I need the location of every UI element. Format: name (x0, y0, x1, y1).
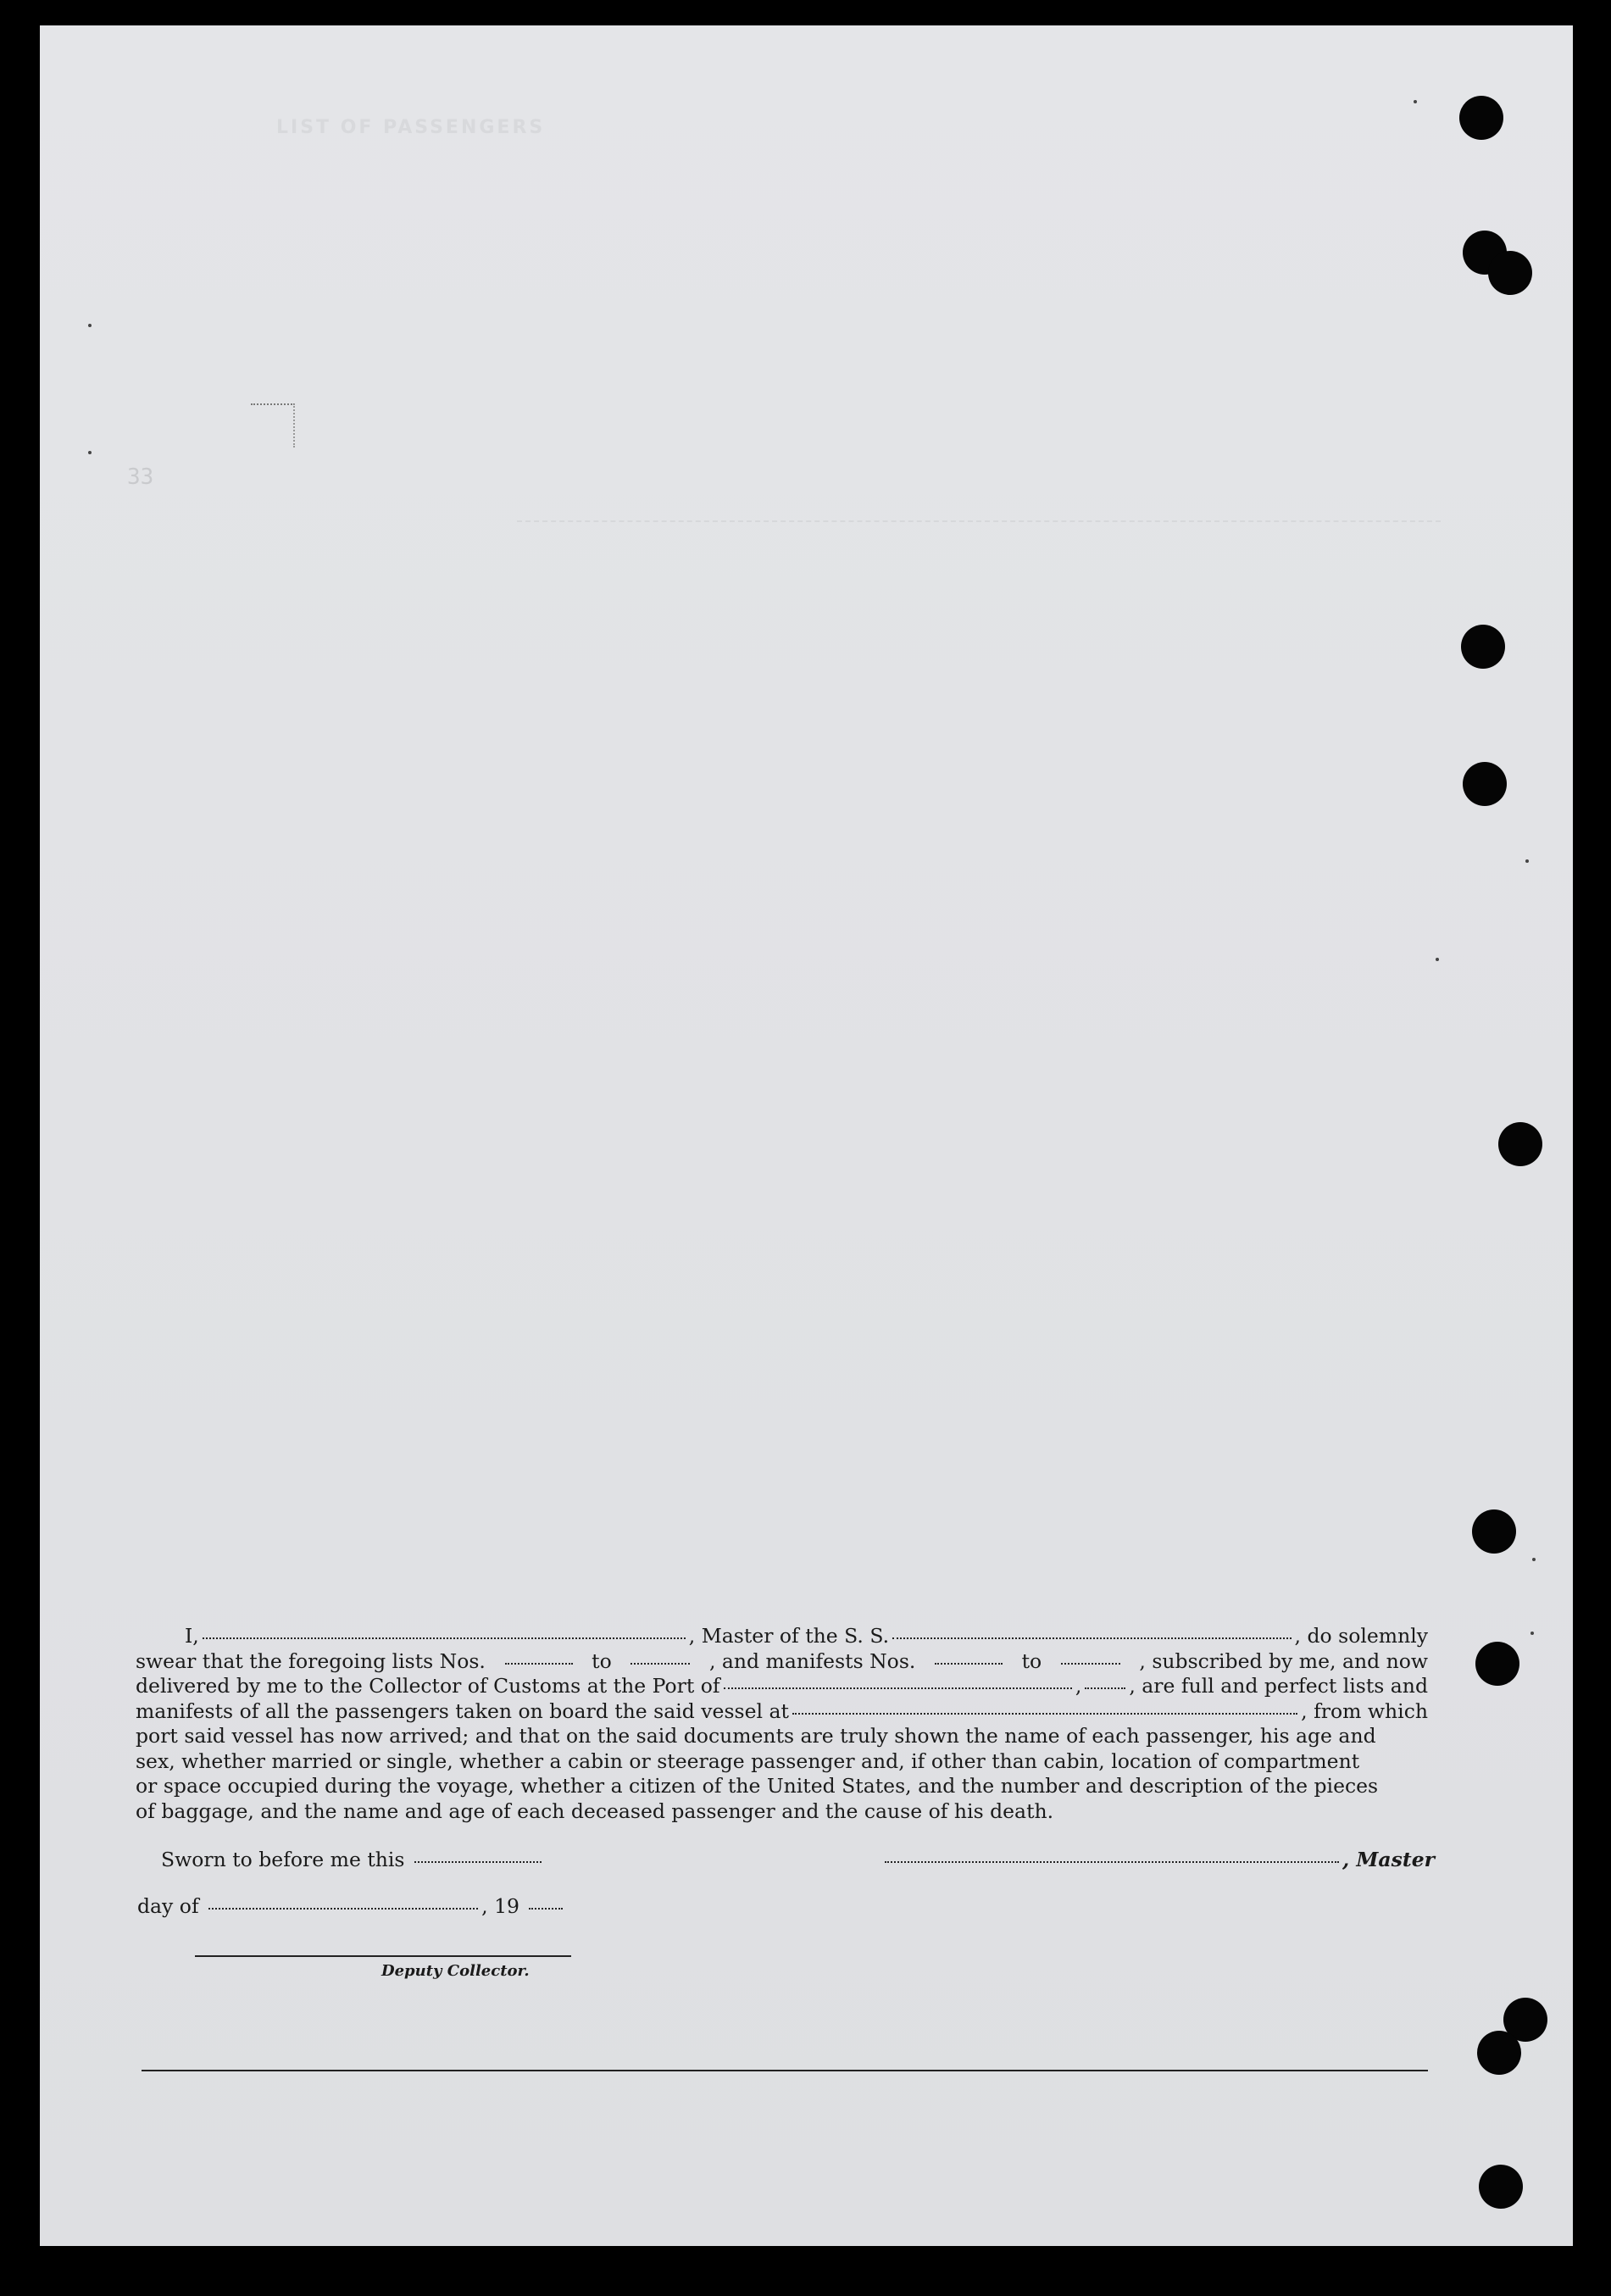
punch-hole (1461, 625, 1505, 669)
speck (1414, 100, 1417, 103)
sworn-day-blank[interactable] (414, 1860, 542, 1863)
manifest-from-blank[interactable] (935, 1662, 1003, 1665)
oath-line-2: swear that the foregoing lists Nos. to , and manifests Nos. to , subscribed by me, and now (136, 1648, 1428, 1673)
oath-line-4: manifests of all the passengers taken on board the said vessel at , from which (136, 1698, 1428, 1723)
oath-line-3: delivered by me to the Collector of Customs at the Port of , , are full and perfect lists and (136, 1674, 1428, 1698)
master-name-blank[interactable] (203, 1637, 686, 1639)
manifest-to-blank[interactable] (1061, 1662, 1120, 1665)
speck (1436, 958, 1439, 961)
faint-stamp-box (251, 403, 295, 448)
punch-hole (1479, 2165, 1523, 2209)
speck (88, 451, 92, 454)
speck (1530, 1632, 1534, 1635)
oath-paragraph (136, 1624, 1428, 1824)
speck (1525, 859, 1529, 863)
punch-hole (1498, 1122, 1542, 1166)
departure-port-blank[interactable] (792, 1712, 1297, 1715)
master-signature-row (881, 1848, 1435, 1871)
master-label: , Master (1342, 1848, 1436, 1871)
deputy-signature-line[interactable] (195, 1955, 571, 1957)
list-to-blank[interactable] (631, 1662, 690, 1665)
faint-number: 33 (127, 464, 154, 490)
sworn-label: Sworn to before me this (161, 1848, 405, 1871)
month-blank[interactable] (208, 1907, 478, 1910)
deputy-collector-label: Deputy Collector. (381, 1962, 530, 1980)
faint-handwriting (517, 500, 1441, 522)
punch-hole (1488, 251, 1532, 295)
punch-hole (1472, 1509, 1516, 1554)
sworn-row (161, 1848, 545, 1871)
master-signature-blank[interactable] (885, 1860, 1339, 1863)
year-blank[interactable] (529, 1907, 563, 1910)
oath-line-8: of baggage, and the name and age of each deceased passenger and the cause of his death. (136, 1798, 1054, 1823)
oath-line-1: I, , Master of the S. S. , do solemnly (185, 1624, 1428, 1648)
ship-name-blank[interactable] (892, 1637, 1291, 1639)
oath-line-5: port said vessel has now arrived; and that on the said documents are truly shown the name of each passenger, his age and (136, 1724, 1376, 1748)
port-state-blank[interactable] (1085, 1687, 1125, 1689)
day-of-label: day of (137, 1894, 199, 1918)
day-of-row (137, 1894, 566, 1918)
punch-hole (1475, 1642, 1519, 1686)
punch-hole (1477, 2031, 1521, 2075)
punch-hole (1463, 762, 1507, 806)
speck (88, 324, 92, 327)
year-prefix: , 19 (481, 1894, 519, 1918)
oath-line-6: sex, whether married or single, whether a cabin or steerage passenger and, if other than cabin, location of compartment (136, 1748, 1360, 1773)
bottom-rule (142, 2070, 1428, 2071)
ghost-heading: LIST OF PASSENGERS (276, 117, 546, 138)
list-from-blank[interactable] (505, 1662, 573, 1665)
punch-hole (1459, 96, 1503, 140)
port-blank[interactable] (724, 1687, 1072, 1689)
oath-line-7: or space occupied during the voyage, whether a citizen of the United States, and the number and description of the pieces (136, 1774, 1379, 1798)
speck (1532, 1558, 1536, 1561)
